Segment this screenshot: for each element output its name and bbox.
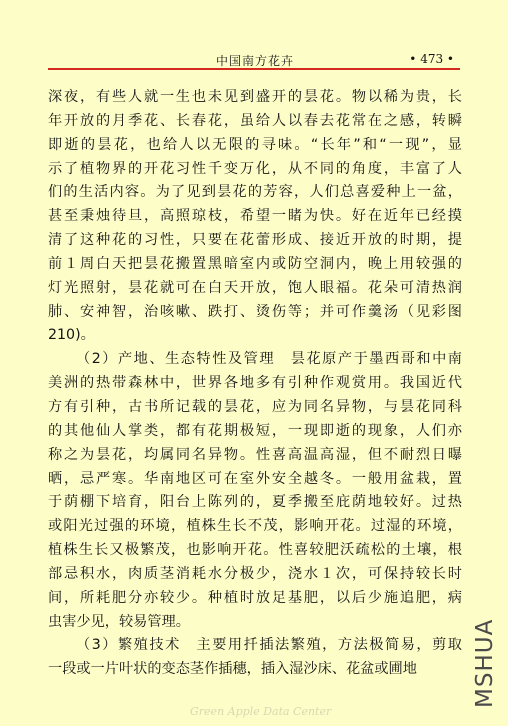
paragraph-1-line: 210)。 xyxy=(48,327,95,344)
paragraph-1-line: 即逝的昙花，也给人以无限的寻味。“长年”和“一现”，显 xyxy=(48,136,462,153)
paragraph-2-line: 或阳光过强的环境，植株生长不茂，影响开花。过湿的环境， xyxy=(48,518,462,535)
paragraph-2-line: 间，所耗肥分亦较少。种植时放足基肥，以后少施追肥，病 xyxy=(48,589,462,606)
paragraph-2-line: 方有引种，古书所记载的昙花，应为同名异物，与昙花同科 xyxy=(48,398,462,415)
paragraph-1-line: 年开放的月季花、长春花，虽给人以春去花常在之感，转瞬 xyxy=(48,112,462,129)
book-title: 中国南方花卉 xyxy=(216,54,295,68)
paragraph-2-line: 晒，忌严寒。华南地区可在室外安全越冬。一般用盆栽，置 xyxy=(48,470,462,487)
paragraph-1-line: 清了这种花的习性，只要在花蕾形成、接近开放的时期，提 xyxy=(48,232,462,249)
paragraph-1-line: 肺、安神智，治咳嗽、跌打、烫伤等；并可作羹汤（见彩图 xyxy=(48,303,462,320)
paragraph-2-line: 美洲的热带森林中，世界各地多有引种作观赏用。我国近代 xyxy=(48,375,462,392)
paragraph-3-line: 一段或一片叶状的变态茎作插穗，插入湿沙床、花盆或圃地 xyxy=(48,661,417,678)
paragraph-3-line: （3）繁殖技术 主要用扦插法繁殖，方法极简易，剪取 xyxy=(76,637,462,654)
paragraph-1-line: 甚至秉烛待旦，高照琼枝，希望一睹为快。好在近年已经摸 xyxy=(48,208,462,225)
header-rule xyxy=(48,68,460,70)
paragraph-2-line: 称之为昙花，均属同名异物。性喜高温高湿，但不耐烈日曝 xyxy=(48,446,462,463)
paragraph-2-line: （2）产地、生态特性及管理 昙花原产于墨西哥和中南 xyxy=(76,351,462,368)
paragraph-2-line: 虫害少见，较易管理。 xyxy=(48,613,190,630)
paragraph-1-line: 深夜，有些人就一生也未见到盛开的昙花。物以稀为贵，长 xyxy=(48,89,462,105)
paragraph-2-line: 的其他仙人掌类，都有花期极短，一现即逝的现象，人们亦 xyxy=(48,422,462,439)
paragraph-1-line: 示了植物界的开花习性千变万化，从不同的角度，丰富了人 xyxy=(48,160,462,177)
page-number: • 473 • xyxy=(409,52,454,66)
paragraph-1-line: 灯光照射，昙花就可在白天开放，饱人眼福。花朵可清热润 xyxy=(48,279,462,296)
body-text xyxy=(48,86,462,682)
paragraph-1-line: 们的生活内容。为了见到昙花的芳容，人们总喜爱种上一盆， xyxy=(48,184,462,201)
footer-watermark: Green Apple Data Center xyxy=(190,705,332,718)
paragraph-2-line: 植株生长又极繁茂，也影响开花。性喜较肥沃疏松的土壤，根 xyxy=(48,542,462,559)
paragraph-1-line: 前１周白天把昙花搬置黑暗室内或防空洞内，晚上用较强的 xyxy=(48,255,462,272)
side-watermark: MSHUA xyxy=(472,618,498,708)
page-header xyxy=(48,52,460,68)
paragraph-2-line: 部忌积水，肉质茎消耗水分极少，浇水１次，可保持较长时 xyxy=(48,565,462,582)
paragraph-2-line: 于荫棚下培育，阳台上陈列的，夏季搬至庇荫地较好。过热 xyxy=(48,494,462,511)
